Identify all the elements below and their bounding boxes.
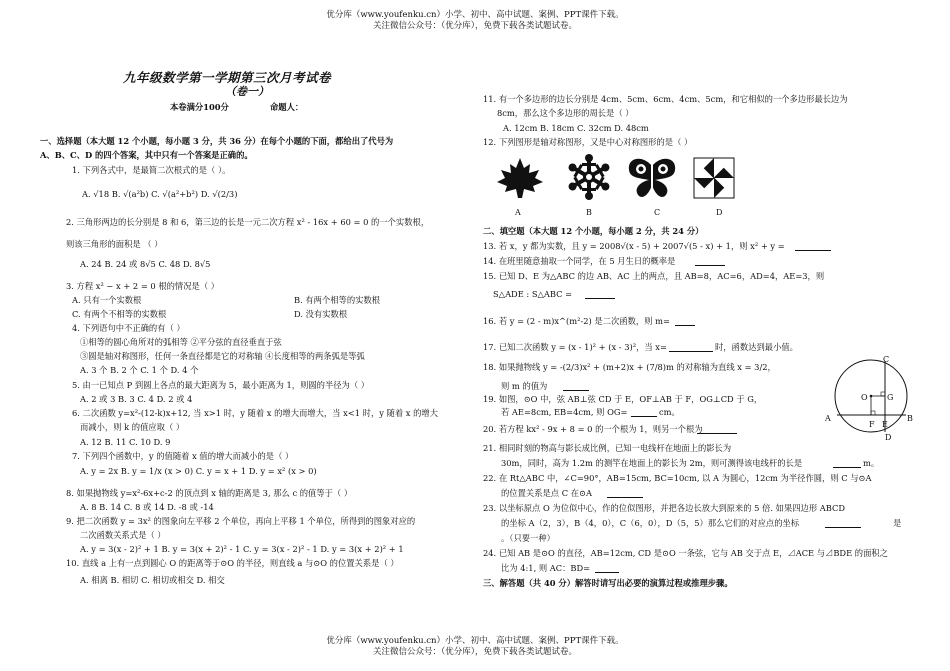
q16-blank[interactable] [675,316,695,326]
q23-stem: 23. 以坐标原点 O 为位似中心，作的位似图形，并把各边长放大到原来的 5 倍. 如果四边形 ABCD [483,503,846,513]
butterfly-icon [627,156,677,200]
q10-stem: 10. 直线 a 上有一点到圆心 O 的距离等于⊙O 的半径，则直线 a 与⊙O 的位置关系是（ ） [66,558,399,568]
q19-unit: cm。 [659,407,680,417]
snowflake-icon [565,153,613,201]
exam-subtitle: （卷一） [225,85,269,98]
q4-options: A. 3 个 B. 2 个 C. 1 个 D. 4 个 [80,365,199,375]
q21-stem: 21. 相同时刻的物高与影长成比例，已知一电线杆在地面上的影长为 [483,443,732,453]
q3-option-a: A. 只有一个实数根 [72,295,142,305]
q9-options: A. y = 3(x - 2)² + 1 B. y = 3(x + 2)² - 1 C. y = 3(x - 2)² - 1 D. y = 3(x + 2)² + 1 [80,544,404,554]
q1-options: A. √18 B. √(a²b) C. √(a²+b²) D. √(2/3) [82,189,238,199]
q8-stem: 8. 如果抛物线 y=x²-6x+c-2 的顶点到 x 轴的距离是 3, 那么 c 的值等于（ ） [66,488,353,498]
q17-stem: 17. 已知二次函数 y = (x - 1)² + (x - 3)²，当 x= [483,342,667,352]
section-1-heading: 一、选择题（本大题 12 个小题，每小题 3 分，共 36 分）在每个小题的下面，都给出了代号为 [40,136,394,146]
q3-stem: 3. 方程 x² − x + 2 = 0 根的情况是（ ） [66,281,220,291]
q3-option-c: C. 有两个不相等的实数根 [72,309,167,319]
q9-stem-cont: 二次函数关系式是（ ） [80,530,166,540]
score-line: 本卷满分100分 [170,102,229,112]
q4-statements-1: ①相等的圆心角所对的弧相等 ②平分弦的直径垂直于弦 [80,337,282,347]
exam-title: 九年级数学第一学期第三次月考试卷 [123,70,332,85]
q2-options: A. 24 B. 24 或 8√5 C. 48 D. 8√5 [80,259,211,269]
q21-unit: m。 [863,458,880,468]
fig-label-a: A [515,208,521,217]
q11-options: A. 12cm B. 18cm C. 32cm D. 48cm [503,123,649,133]
q4-stem: 4. 下列语句中不正确的有（ ） [72,323,185,333]
q2-stem: 2. 三角形两边的长分别是 8 和 6，第三边的长是一元二次方程 x² - 16x + 60 = 0 的一个实数根， [66,217,430,227]
q19-stem: 19. 如图，⊙O 中，弦 AB⊥弦 CD 于 E，OF⊥AB 于 F，OG⊥CD 于 G， [483,394,763,404]
q2-stem-cont: 则该三角形的面积是 （ ） [66,239,163,249]
footer-line-1: 优分库（www.youfenku.cn）小学、初中、高中试题、案例、PPT课件下载。 [326,636,624,646]
q22-stem: 22. 在 Rt△ABC 中，∠C=90°，AB=15cm, BC=10cm, 以 A 为圆心，12cm 为半径作圆，则 C 与⊙A [483,473,872,483]
pinwheel-icon [693,157,735,199]
q24-stem: 24. 已知 AB 是⊙O 的直径，AB=12cm, CD 是⊙O 一条弦，它与 AB 交于点 E，⊿ACE 与⊿BDE 的面积之 [483,548,888,558]
circle-label-e: E [882,420,888,429]
circle-label-o: O [861,393,868,402]
q4-statements-2: ③圆是轴对称图形，任何一条直径都是它的对称轴 ④长度相等的两条弧是等弧 [80,351,365,361]
q3-option-d: D. 没有实数根 [294,309,348,319]
circle-label-c: C [883,355,890,364]
q15-ratio: S△ADE : S△ABC = [493,289,573,299]
q13-blank[interactable] [795,241,831,251]
q5-options: A. 2 或 3 B. 3 C. 4 D. 2 或 4 [80,394,193,404]
q3-option-b: B. 有两个相等的实数根 [294,295,381,305]
circle-label-d: D [885,433,892,442]
q6-options: A. 12 B. 11 C. 10 D. 9 [80,437,171,447]
q15-stem: 15. 已知 D、E 为△ABC 的边 AB、AC 上的两点，且 AB=8，AC=6，AD=4，AE=3，则 [483,271,825,281]
q22-blank[interactable] [607,488,643,498]
q7-options: A. y = 2x B. y = 1/x (x > 0) C. y = x + 1 D. y = x² (x > 0) [80,466,317,476]
q17-stem-cont: 时，函数达到最小值。 [715,342,798,352]
q16-stem: 16. 若 y = (2 - m)x^(m²-2) 是二次函数，则 m= [483,316,670,326]
q14-blank[interactable] [695,256,725,266]
q20-blank[interactable] [697,424,737,434]
q11-stem-cont: 8cm，那么这个多边形的周长是（ ） [497,108,634,118]
q6-stem: 6. 二次函数 y=x²-(12-k)x+12, 当 x>1 时，y 随着 x 的增大而增大，当 x<1 时，y 随着 x 的增大 [72,408,439,418]
header-line-2: 关注微信公众号：（优分库），免费下载各类试题试卷。 [372,21,577,31]
q14-stem: 14. 在班里随意抽取一个同学，在 5 月生日的概率是 [483,256,676,266]
q19-blank[interactable] [631,407,657,417]
q24-blank[interactable] [595,563,619,573]
q19-stem-cont: 若 AE=8cm, EB=4cm, 则 OG= [501,407,628,417]
maple-leaf-icon [495,156,545,200]
q23-note: 。（只要一种） [501,533,555,543]
section-3-heading: 三、解答题（共 40 分）解答时请写出必要的演算过程或推理步骤。 [483,578,733,588]
circle-label-f: F [869,420,875,429]
page-header [0,10,950,32]
q23-stem-cont: 的坐标 A（2，3），B（4，0），C（6，0），D（5，5）那么它们的对应点的坐标 [501,518,800,528]
footer-line-2: 关注微信公众号：（优分库），免费下载各类试题试卷。 [372,647,577,657]
q8-options: A. 8 B. 14 C. 8 或 14 D. -8 或 -14 [80,502,214,512]
fig-label-c: C [654,208,661,217]
circle-label-g: G [887,393,894,402]
section-2-heading: 二、填空题（本大题 12 个小题，每小题 2 分，共 24 分） [483,226,704,236]
q15-blank[interactable] [585,289,615,299]
author-line: 命题人： [270,102,304,112]
q24-stem-cont: 比为 4:1, 则 AC：BD= [501,563,591,573]
q10-options: A. 相离 B. 相切 C. 相切或相交 D. 相交 [80,575,225,585]
circle-label-a: A [825,414,831,423]
q23-stem-tail: 是 [893,518,902,528]
q5-stem: 5. 由一已知点 P 到圆上各点的最大距离为 5，最小距离为 1，则圆的半径为（ ） [72,380,370,390]
q7-stem: 7. 下列四个函数中，y 的值随着 x 值的增大而减小的是（ ） [72,451,294,461]
q17-blank[interactable] [669,342,713,352]
q1-stem: 1. 下列各式中，是最简二次根式的是（ ）。 [72,165,231,175]
q11-stem: 11. 有一个多边形的边长分别是 4cm、5cm、6cm、4cm、5cm，和它相似的一个多边形最长边为 [483,94,848,104]
q23-blank[interactable] [825,518,861,528]
q9-stem: 9. 把二次函数 y = 3x² 的图象向左平移 2 个单位，再向上平移 1 个单位，所得到的图象对应的 [66,516,416,526]
q12-stem: 12. 下列图形是轴对称图形，又是中心对称图形的是（ ） [483,137,693,147]
q22-stem-cont: 的位置关系是点 C 在⊙A [501,488,592,498]
q13-stem: 13. 若 x，y 都为实数，且 y = 2008√(x - 5) + 2007√(5 - x) + 1，则 x² + y = [483,241,785,251]
q18-stem: 18. 如果抛物线 y = -(2/3)x² + (m+2)x + (7/8)m 的对称轴为直线 x = 3/2， [483,362,776,372]
q20-stem: 20. 若方程 kx² - 9x + 8 = 0 的一个根为 1，则另一个根为 [483,424,703,434]
page-footer [0,636,950,658]
section-1-note: A、B、C、D 的四个答案，其中只有一个答案是正确的。 [40,150,253,160]
q18-stem-cont: 则 m 的值为 [501,381,548,391]
header-line-1: 优分库（www.youfenku.cn）小学、初中、高中试题、案例、PPT课件下载。 [326,10,624,20]
circle-label-b: B [907,414,913,423]
q21-blank[interactable] [833,458,861,468]
q6-stem-cont: 而减小，则 k 的值应取（ ） [80,422,185,432]
fig-label-b: B [586,208,592,217]
fig-label-d: D [716,208,723,217]
q18-blank[interactable] [563,381,589,391]
q21-stem-cont: 30m，同时，高为 1.2m 的测竿在地面上的影长为 2m，则可测得该电线杆的长是 [501,458,803,468]
